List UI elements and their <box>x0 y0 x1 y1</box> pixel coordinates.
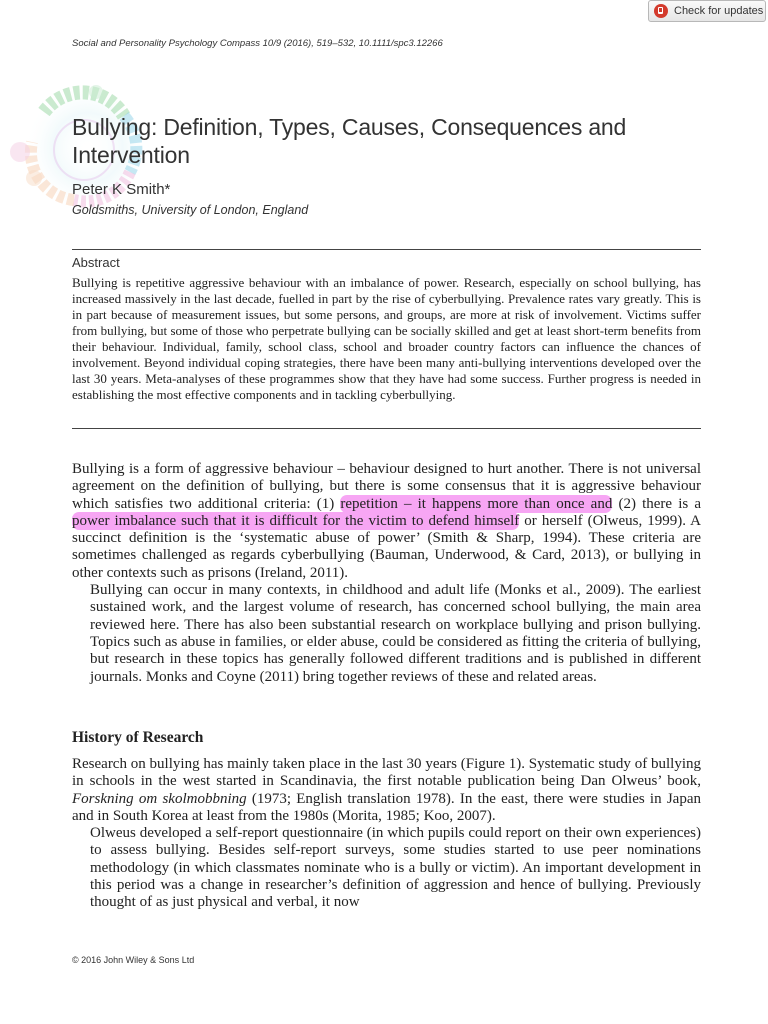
abstract-heading: Abstract <box>72 255 120 270</box>
highlight-power-imbalance[interactable]: power imbalance such that it is difficult for the victim to defend himself <box>72 512 520 529</box>
book-title: Forskning om skolmobbning <box>72 790 247 807</box>
author-affiliation: Goldsmiths, University of London, England <box>72 203 309 217</box>
intro-text: Bullying is a form of aggressive behaviour – behaviour designed to hurt another. There is not universal agreement on the definition of bullying, but there is some consensus that it is aggressive behaviour which satisfies two additional criteria: (1) <box>72 461 701 512</box>
highlight-repetition[interactable]: repetition – it happens more than once and <box>340 495 613 512</box>
history-paragraph-1 <box>72 756 701 825</box>
intro-paragraph-2: Bullying can occur in many contexts, in childhood and adult life (Monks et al., 2009). The earliest sustained work, and the largest volume of research, has concerned school bullying, the main area reviewed here. There has also been substantial research on workplace bullying and prison bullying. Topics such as abuse in families, or elder abuse, could be considered as fitting the criteria of bullying, but research in these topics has generally followed different traditions and is published in different journals. Monks and Coyne (2011) bring together reviews of these and related areas. <box>90 582 701 685</box>
intro-text: or herself (Olweus, 1999). A succinct definition is the ‘systematic abuse of power’ (Smith & Sharp, 1994). These criteria are sometimes challenged as regards cyberbullying (Bauman, Underwood, & Card, 2013), or bullying in other contexts such as prisons (Ireland, 2011). <box>72 512 701 581</box>
intro-text: (2) there is a <box>612 495 701 512</box>
history-section <box>72 756 701 912</box>
abstract-top-rule <box>72 249 701 250</box>
abstract-bottom-rule <box>72 428 701 429</box>
history-paragraph-2: Olweus developed a self-report questionnaire (in which pupils could report on their own experiences) to assess bullying. Besides self-report surveys, some studies started to use peer nominations methodology (in which classmates nominate who is a bully or victim). An important development in this period was a change in researcher’s definition of aggression and hence of bullying. Previously thought of as just physical and verbal, it now <box>90 825 701 911</box>
check-for-updates-button[interactable] <box>648 0 766 22</box>
copyright-notice: © 2016 John Wiley & Sons Ltd <box>72 955 195 965</box>
intro-section <box>72 461 701 686</box>
history-text: (1973; English translation 1978). In the east, there were studies in Japan and in South Korea at least from the 1980s (Morita, 1985; Koo, 2007). <box>72 790 701 824</box>
crossmark-icon <box>654 4 668 18</box>
abstract-text: Bullying is repetitive aggressive behaviour with an imbalance of power. Research, especially on school bullying, has increased massively in the last decade, fuelled in part by the rise of cyberbullying. Prevalence rates vary greatly. This is in part because of measurement issues, but some persons, and groups, are more at risk of involvement. Victims suffer from bullying, but some of those who perpetrate bullying can be socially skilled and get at least short-term benefits from their behaviour. Individual, family, school class, school and broader country factors can influence the chances of involvement. Beyond individual coping strategies, there have been many anti-bullying interventions developed over the last 30 years. Meta-analyses of these programmes show that they have had some success. Further progress is needed in establishing the most effective components and in tackling cyberbullying. <box>72 275 701 402</box>
history-text: Research on bullying has mainly taken place in the last 30 years (Figure 1). Systematic study of bullying in schools in the west started in Scandinavia, the first notable publication being Dan Olweus’ book, <box>72 756 701 790</box>
check-for-updates-label: Check for updates <box>674 5 764 17</box>
intro-paragraph-1 <box>72 461 701 582</box>
article-title: Bullying: Definition, Types, Causes, Consequences and Intervention <box>72 114 627 168</box>
author-name: Peter K Smith* <box>72 181 171 198</box>
journal-reference: Social and Personality Psychology Compass 10/9 (2016), 519–532, 10.1111/spc3.12266 <box>72 38 443 49</box>
section-heading-history: History of Research <box>72 729 204 746</box>
